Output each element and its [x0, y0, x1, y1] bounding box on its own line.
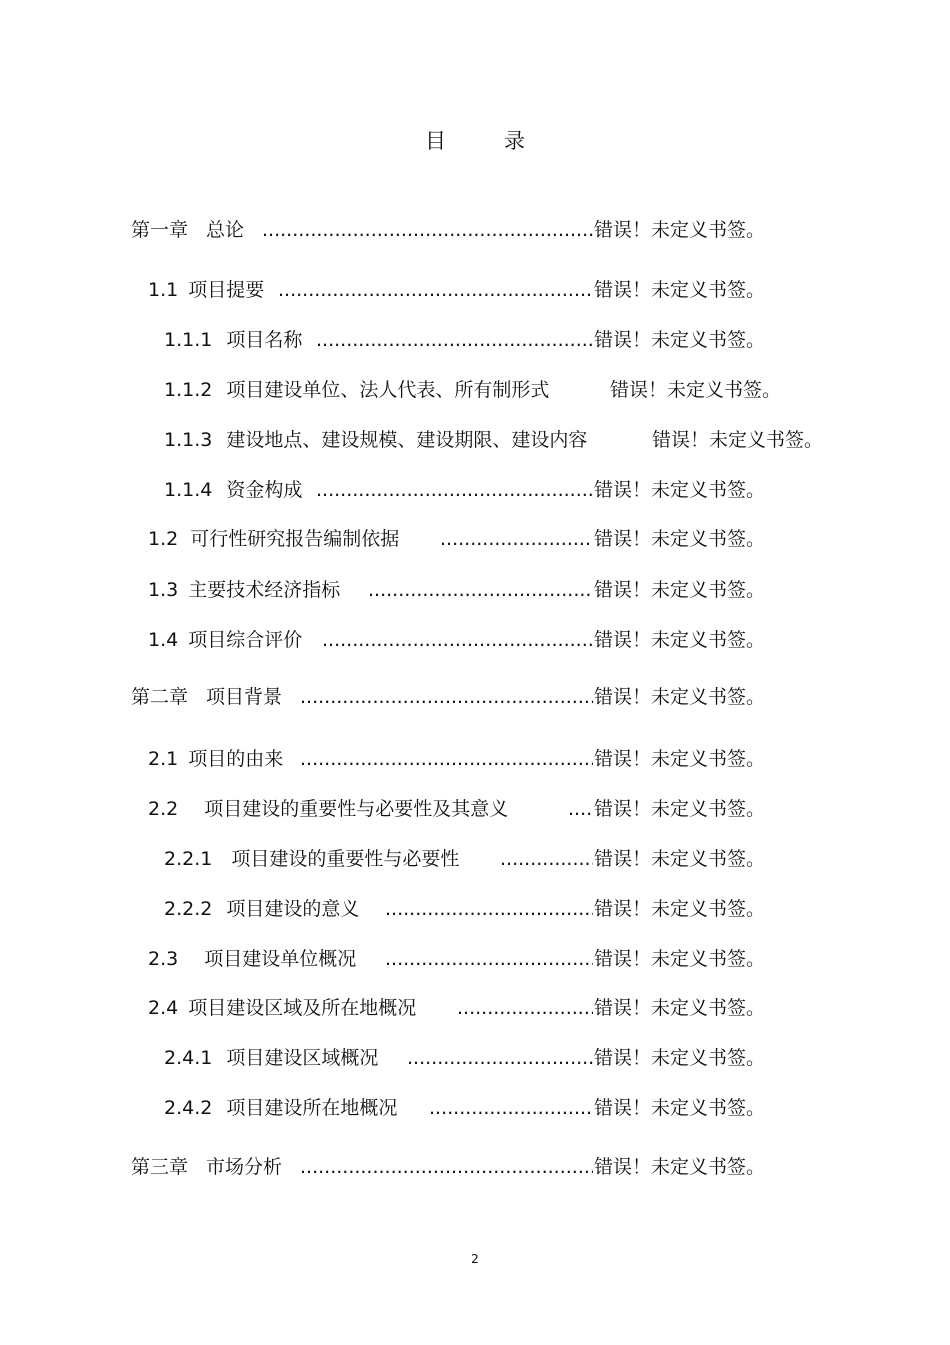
toc-leader	[457, 993, 593, 1023]
toc-page-ref[interactable]: 错误！未定义书签。	[594, 329, 766, 351]
toc-leader	[385, 944, 593, 974]
toc-leader	[300, 744, 593, 774]
toc-page-ref[interactable]: 错误！未定义书签。	[594, 629, 766, 651]
toc-page-ref[interactable]: 错误！未定义书签。	[594, 579, 766, 601]
toc-title-part2: 录	[504, 129, 525, 153]
toc-page-ref[interactable]: 错误！未定义书签。	[594, 997, 766, 1019]
toc-entry-text: 项目建设的重要性与必要性及其意义	[204, 798, 509, 820]
toc-page-ref[interactable]: 错误！未定义书签。	[594, 1047, 766, 1069]
toc-entry-1-1[interactable]	[148, 275, 264, 305]
toc-leader	[407, 1043, 593, 1073]
toc-leader	[300, 1152, 593, 1182]
toc-entry-number: 2.1	[148, 748, 179, 770]
toc-entry-text: 项目名称	[226, 329, 303, 351]
toc-entry-text: 主要技术经济指标	[188, 579, 341, 601]
toc-entry-text: 市场分析	[206, 1156, 283, 1178]
toc-entry-chapter-1[interactable]	[131, 215, 244, 245]
toc-entry-text: 项目建设单位、法人代表、所有制形式	[226, 379, 550, 401]
toc-page-ref[interactable]: 错误！未定义书签。	[594, 1097, 766, 1119]
toc-entry-2-3[interactable]	[148, 944, 356, 974]
toc-page-ref[interactable]: 错误！未定义书签。	[610, 379, 782, 401]
toc-entry-number: 1.3	[148, 579, 179, 601]
toc-entry-1-1-2[interactable]	[164, 375, 549, 405]
toc-entry-text: 建设地点、建设规模、建设期限、建设内容	[226, 429, 588, 451]
toc-entry-2-4-1[interactable]	[164, 1043, 378, 1073]
toc-entry-text: 项目建设区域概况	[226, 1047, 379, 1069]
toc-title-part1: 目	[425, 129, 446, 153]
toc-page-ref[interactable]: 错误！未定义书签。	[594, 479, 766, 501]
toc-page-ref[interactable]: 错误！未定义书签。	[594, 528, 766, 550]
toc-page-ref[interactable]: 错误！未定义书签。	[594, 898, 766, 920]
toc-entry-number: 第一章	[131, 219, 189, 241]
toc-leader	[429, 1093, 593, 1123]
toc-page-ref[interactable]: 错误！未定义书签。	[594, 219, 766, 241]
page-number: 2	[471, 1252, 479, 1266]
toc-entry-number: 2.2.1	[164, 848, 213, 870]
toc-entry-2-2-2[interactable]	[164, 894, 359, 924]
toc-leader	[316, 325, 593, 355]
toc-leader	[385, 894, 593, 924]
toc-leader	[368, 575, 593, 605]
toc-entry-number: 2.3	[148, 948, 179, 970]
toc-entry-2-1[interactable]	[148, 744, 283, 774]
toc-entry-number: 2.4.2	[164, 1097, 213, 1119]
toc-leader	[278, 275, 593, 305]
toc-entry-chapter-3[interactable]	[131, 1152, 282, 1182]
toc-entry-text: 资金构成	[226, 479, 303, 501]
toc-entry-1-2[interactable]	[148, 524, 399, 554]
toc-entry-1-1-1[interactable]	[164, 325, 302, 355]
toc-entry-1-3[interactable]	[148, 575, 340, 605]
toc-entry-text: 项目建设区域及所在地概况	[188, 997, 417, 1019]
toc-entry-text: 项目建设所在地概况	[226, 1097, 398, 1119]
toc-entry-text: 项目建设的意义	[226, 898, 360, 920]
toc-entry-text: 项目的由来	[188, 748, 284, 770]
toc-leader	[316, 475, 593, 505]
toc-entry-text: 项目综合评价	[188, 629, 303, 651]
toc-page-ref[interactable]: 错误！未定义书签。	[594, 798, 766, 820]
toc-entry-number: 1.1.1	[164, 329, 213, 351]
toc-entry-2-4-2[interactable]	[164, 1093, 397, 1123]
toc-entry-number: 1.1.3	[164, 429, 213, 451]
toc-entry-number: 1.1.2	[164, 379, 213, 401]
toc-leader	[262, 215, 593, 245]
toc-entry-number: 2.4.1	[164, 1047, 213, 1069]
toc-entry-number: 2.2.2	[164, 898, 213, 920]
toc-entry-number: 第三章	[131, 1156, 189, 1178]
toc-entry-text: 项目建设的重要性与必要性	[231, 848, 460, 870]
toc-page-ref[interactable]: 错误！未定义书签。	[594, 686, 766, 708]
toc-entry-text: 项目背景	[206, 686, 283, 708]
toc-entry-text: 可行性研究报告编制依据	[190, 528, 400, 550]
toc-title	[0, 126, 950, 156]
toc-page-ref[interactable]: 错误！未定义书签。	[594, 748, 766, 770]
toc-page-ref[interactable]: 错误！未定义书签。	[594, 948, 766, 970]
toc-entry-number: 1.2	[148, 528, 179, 550]
toc-page-ref[interactable]: 错误！未定义书签。	[594, 848, 766, 870]
toc-entry-2-2-1[interactable]	[164, 844, 459, 874]
toc-page-ref[interactable]: 错误！未定义书签。	[652, 429, 824, 451]
toc-leader	[300, 682, 593, 712]
toc-leader	[500, 844, 593, 874]
toc-leader	[322, 625, 593, 655]
toc-leader	[568, 794, 593, 824]
toc-entry-number: 2.4	[148, 997, 179, 1019]
toc-entry-2-2[interactable]	[148, 794, 508, 824]
toc-entry-number: 1.1.4	[164, 479, 213, 501]
toc-entry-text: 项目提要	[188, 279, 265, 301]
toc-entry-number: 2.2	[148, 798, 179, 820]
toc-entry-number: 1.1	[148, 279, 179, 301]
toc-entry-1-1-4[interactable]	[164, 475, 302, 505]
toc-entry-1-4[interactable]	[148, 625, 302, 655]
toc-entry-chapter-2[interactable]	[131, 682, 282, 712]
toc-page-ref[interactable]: 错误！未定义书签。	[594, 1156, 766, 1178]
toc-entry-2-4[interactable]	[148, 993, 416, 1023]
toc-entry-number: 第二章	[131, 686, 189, 708]
toc-entry-text: 项目建设单位概况	[204, 948, 357, 970]
toc-leader	[440, 524, 593, 554]
toc-page-ref[interactable]: 错误！未定义书签。	[594, 279, 766, 301]
toc-entry-number: 1.4	[148, 629, 179, 651]
toc-entry-1-1-3[interactable]	[164, 425, 587, 455]
toc-entry-text: 总论	[206, 219, 245, 241]
